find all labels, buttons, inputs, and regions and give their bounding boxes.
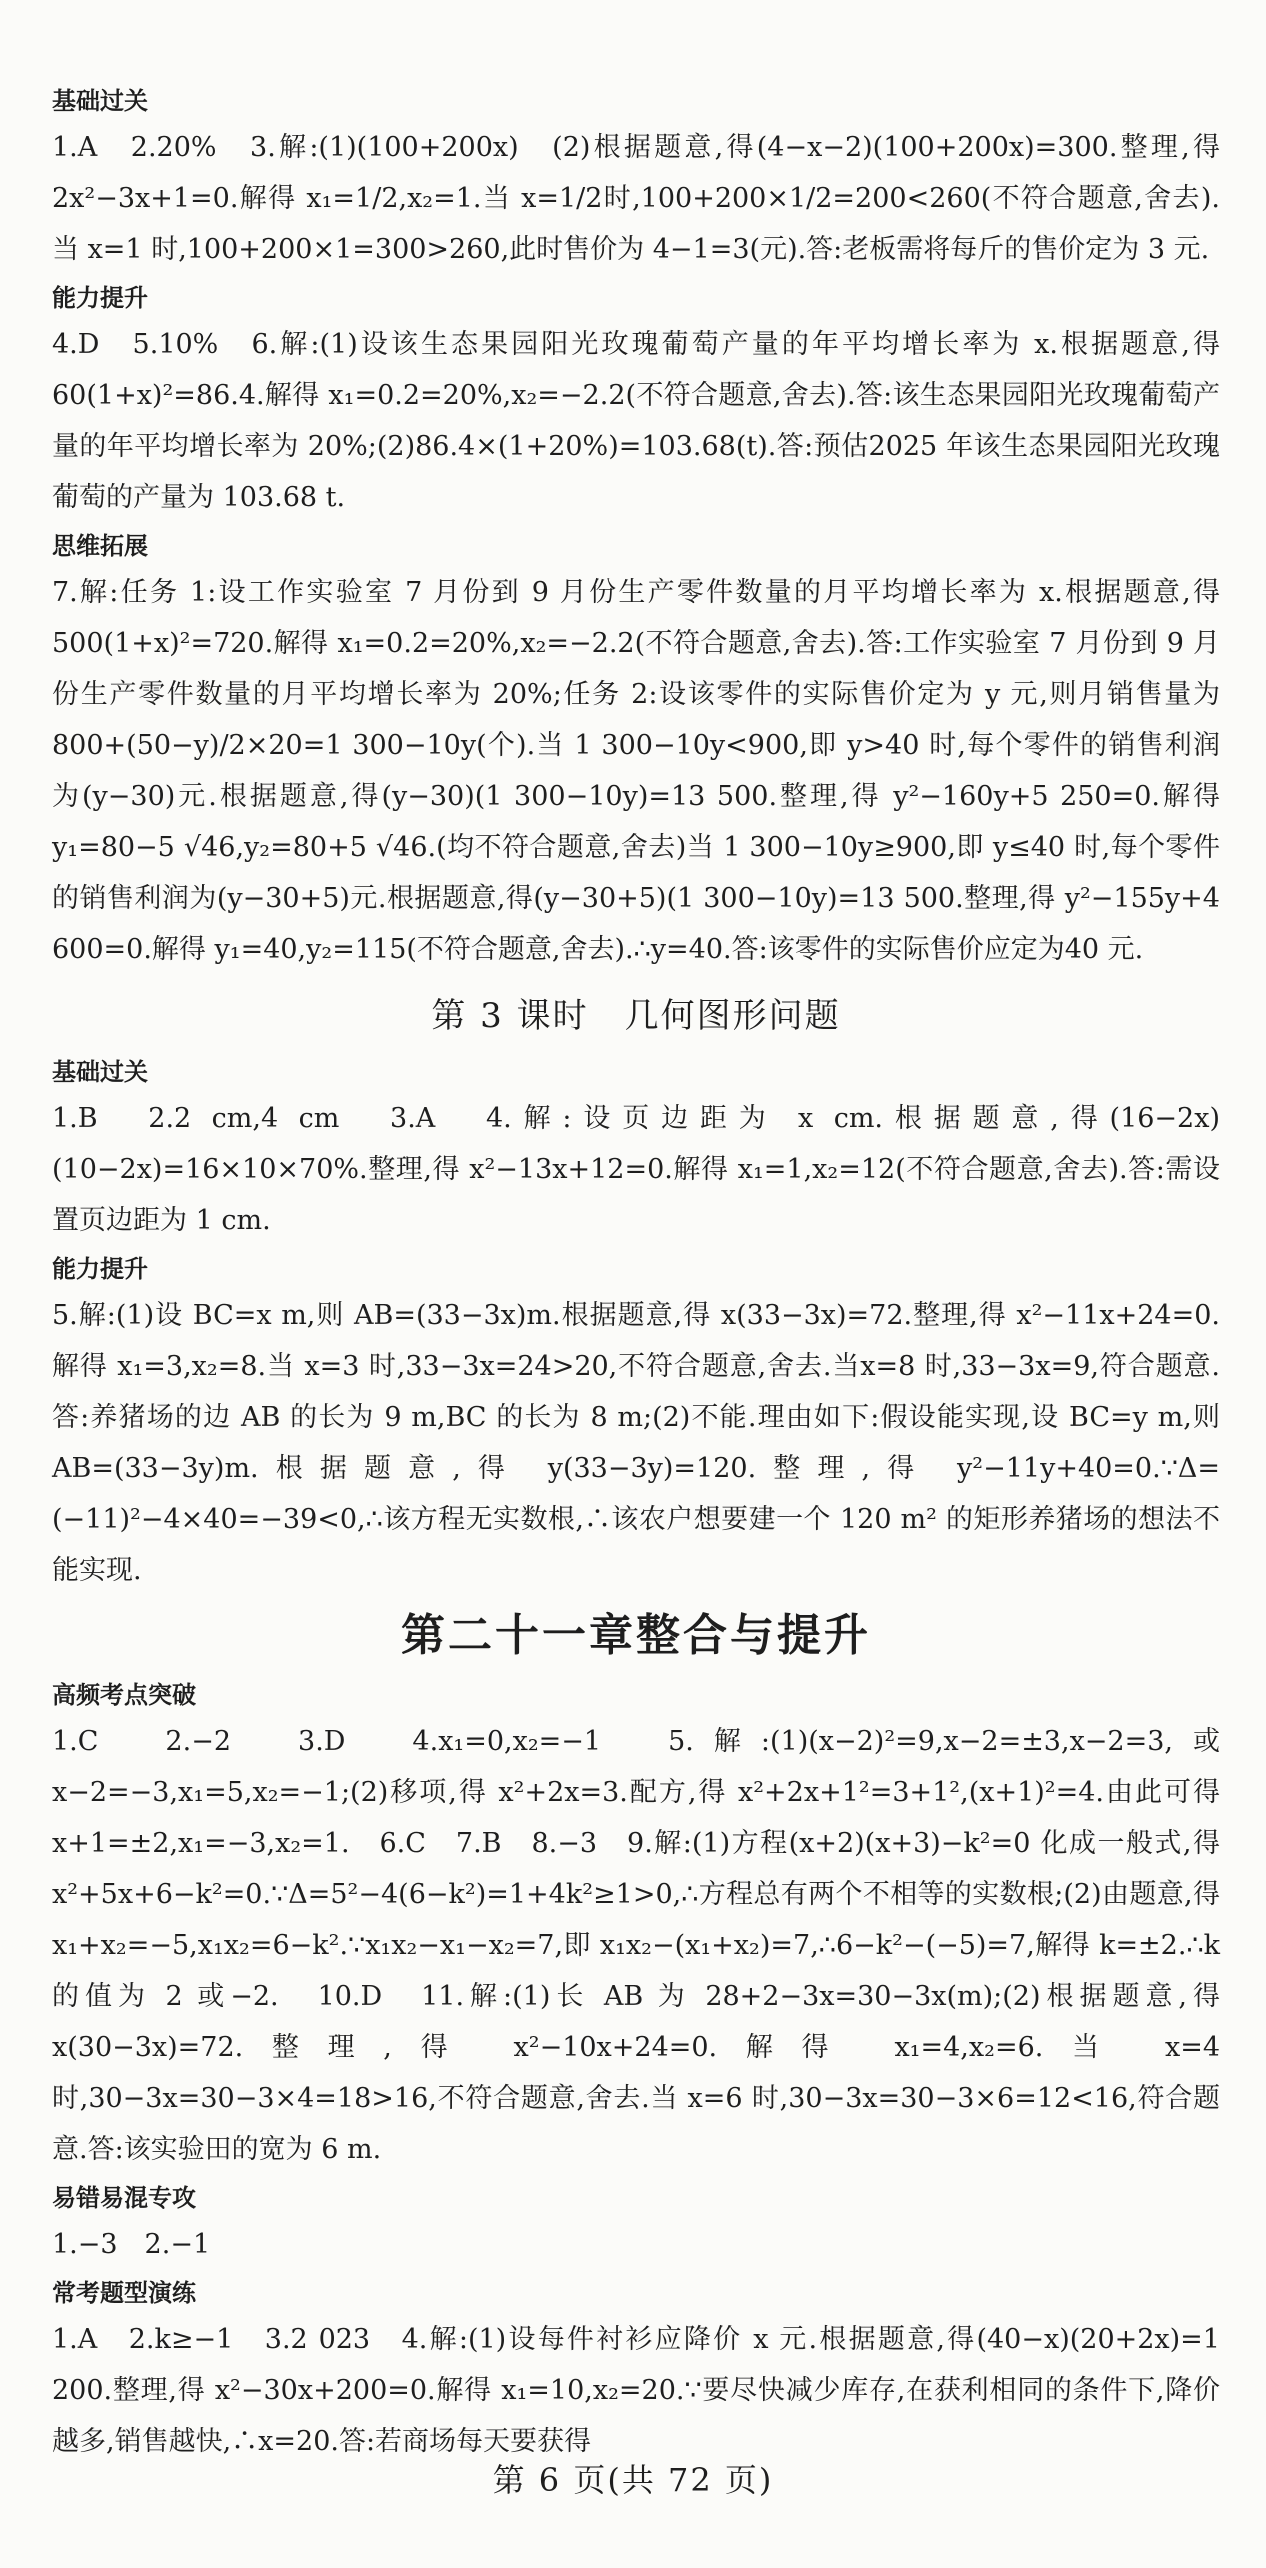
chapter-heading-practice: 常考题型演练 bbox=[52, 2279, 196, 2307]
lesson-paragraph-basic: 1.B 2.2 cm,4 cm 3.A 4.解:设页边距为 x cm.根据题意,得(16−2x)(10−2x)=16×10×70%.整理,得 x²−13x+12=0.解得 x₁=1,x₂=12(不符合题意,舍去).答:需设置页边距为 1 cm. bbox=[52, 1103, 1220, 1236]
chapter-paragraph-practice: 1.A 2.k≥−1 3.2 023 4.解:(1)设每件衬衫应降价 x 元.根据题意,得(40−x)(20+2x)=1 200.整理,得 x²−30x+200=0.解得 x₁=10,x₂=20.∵要尽快减少库存,在获利相同的条件下,降价越多,销售越快,∴x=20.答:若商场每天要获得 bbox=[52, 2324, 1220, 2457]
page-footer: 第 6 页(共 72 页) bbox=[492, 2461, 774, 2499]
chapter-heading-errors: 易错易混专攻 bbox=[52, 2184, 196, 2212]
chapter-heading-frequent: 高频考点突破 bbox=[52, 1681, 196, 1709]
answer-paragraph-basic: 1.A 2.20% 3.解:(1)(100+200x) (2)根据题意,得(4−x−2)(100+200x)=300.整理,得 2x²−3x+1=0.解得 x₁=1/2,x₂=1.当 x=1/2时,100+200×1/2=200<260(不符合题意,舍去).当 x=1 时,100+200×1=300>260,此时售价为 4−1=3(元).答:老板需将每斤的售价定为 3 元. bbox=[52, 132, 1220, 265]
chapter-title: 第二十一章整合与提升 bbox=[401, 1610, 871, 1661]
section-heading-basic: 基础过关 bbox=[52, 87, 148, 115]
lesson-heading-ability: 能力提升 bbox=[52, 1255, 148, 1283]
section-heading-ability: 能力提升 bbox=[52, 284, 148, 312]
lesson-paragraph-ability: 5.解:(1)设 BC=x m,则 AB=(33−3x)m.根据题意,得 x(33−3x)=72.整理,得 x²−11x+24=0.解得 x₁=3,x₂=8.当 x=3 时,33−3x=24>20,不符合题意,舍去.当x=8 时,33−3x=9,符合题意.答:养猪场的边 AB 的长为 9 m,BC 的长为 8 m;(2)不能.理由如下:假设能实现,设 BC=y m,则 AB=(33−3y)m.根据题意,得 y(33−3y)=120.整理,得 y²−11y+40=0.∵Δ=(−11)²−4×40=−39<0,∴该方程无实数根,∴该农户想要建一个 120 m² 的矩形养猪场的想法不能实现. bbox=[52, 1300, 1220, 1586]
chapter-paragraph-errors: 1.−3 2.−1 bbox=[52, 2229, 211, 2260]
chapter-paragraph-frequent: 1.C 2.−2 3.D 4.x₁=0,x₂=−1 5.解:(1)(x−2)²=9,x−2=±3,x−2=3,或x−2=−3,x₁=5,x₂=−1;(2)移项,得 x²+2x=3.配方,得 x²+2x+1²=3+1²,(x+1)²=4.由此可得 x+1=±2,x₁=−3,x₂=1. 6.C 7.B 8.−3 9.解:(1)方程(x+2)(x+3)−k²=0 化成一般式,得 x²+5x+6−k²=0.∵Δ=5²−4(6−k²)=1+4k²≥1>0,∴方程总有两个不相等的实数根;(2)由题意,得 x₁+x₂=−5,x₁x₂=6−k².∵x₁x₂−x₁−x₂=7,即 x₁x₂−(x₁+x₂)=7,∴6−k²−(−5)=7,解得 k=±2.∴k的值为 2 或−2. 10.D 11.解:(1)长 AB 为 28+2−3x=30−3x(m);(2)根据题意,得 x(30−3x)=72.整理,得 x²−10x+24=0.解得 x₁=4,x₂=6.当 x=4 时,30−3x=30−3×4=18>16,不符合题意,舍去.当 x=6 时,30−3x=30−3×6=12<16,符合题意.答:该实验田的宽为 6 m. bbox=[52, 1726, 1220, 2165]
lesson-heading-basic: 基础过关 bbox=[52, 1058, 148, 1086]
section-heading-extension: 思维拓展 bbox=[52, 532, 148, 560]
answer-page bbox=[52, 78, 1220, 2467]
lesson-title: 第 3 课时 几何图形问题 bbox=[431, 996, 841, 1036]
answer-paragraph-ability: 4.D 5.10% 6.解:(1)设该生态果园阳光玫瑰葡萄产量的年平均增长率为 x.根据题意,得 60(1+x)²=86.4.解得 x₁=0.2=20%,x₂=−2.2(不符合题意,舍去).答:该生态果园阳光玫瑰葡萄产量的年平均增长率为 20%;(2)86.4×(1+20%)=103.68(t).答:预估2025 年该生态果园阳光玫瑰葡萄的产量为 103.68 t. bbox=[52, 329, 1220, 513]
answer-paragraph-extension: 7.解:任务 1:设工作实验室 7 月份到 9 月份生产零件数量的月平均增长率为 x.根据题意,得 500(1+x)²=720.解得 x₁=0.2=20%,x₂=−2.2(不符合题意,舍去).答:工作实验室 7 月份到 9 月份生产零件数量的月平均增长率为 20%;任务 2:设该零件的实际售价定为 y 元,则月销售量为 800+(50−y)/2×20=1 300−10y(个).当 1 300−10y<900,即 y>40 时,每个零件的销售利润为(y−30)元.根据题意,得(y−30)(1 300−10y)=13 500.整理,得 y²−160y+5 250=0.解得 y₁=80−5 √46,y₂=80+5 √46.(均不符合题意,舍去)当 1 300−10y≥900,即 y≤40 时,每个零件的销售利润为(y−30+5)元.根据题意,得(y−30+5)(1 300−10y)=13 500.整理,得 y²−155y+4 600=0.解得 y₁=40,y₂=115(不符合题意,舍去).∴y=40.答:该零件的实际售价应定为40 元. bbox=[52, 577, 1220, 965]
